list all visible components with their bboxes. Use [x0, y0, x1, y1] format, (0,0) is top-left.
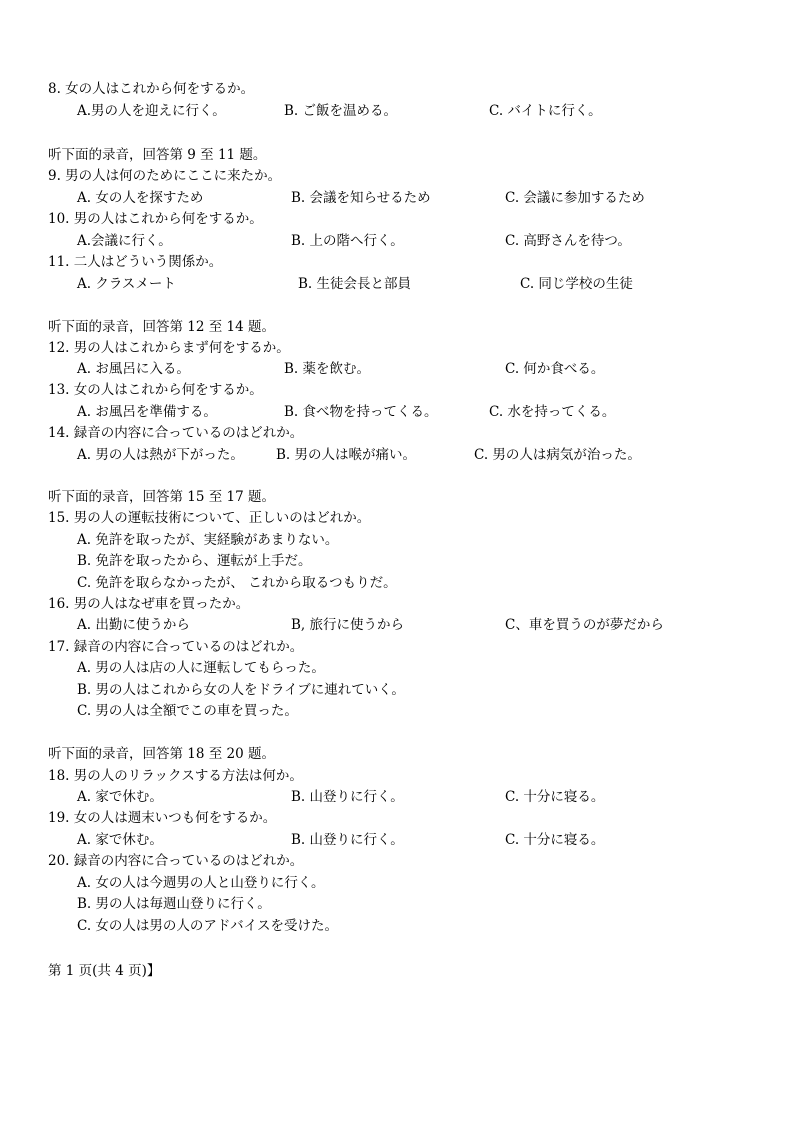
section-header: 听下面的录音，回答第 12 至 14 题。	[48, 319, 276, 335]
option-11a: A. クラスメート	[77, 276, 176, 292]
option-17b: B. 男の人はこれから女の人をドライブに連れていく。	[77, 682, 405, 698]
question-18: 18. 男の人のリラックスする方法は何か。	[48, 768, 303, 784]
question-11: 11. 二人はどういう関係か。	[48, 254, 223, 270]
option-14a: A. 男の人は熱が下がった。	[77, 447, 244, 463]
option-12c: C. 何か食べる。	[505, 361, 605, 377]
option-8c: C. バイトに行く。	[489, 103, 602, 119]
option-13a: A. お風呂を準備する。	[77, 404, 217, 420]
option-9c: C. 会議に参加するため	[505, 190, 645, 206]
option-20b: B. 男の人は毎週山登りに行く。	[77, 896, 271, 912]
option-9a: A. 女の人を探すため	[77, 190, 204, 206]
question-14: 14. 録音の内容に合っているのはどれか。	[48, 425, 304, 441]
question-15: 15. 男の人の運転技術について、正しいのはどれか。	[48, 510, 371, 526]
option-19b: B. 山登りに行く。	[291, 832, 404, 848]
option-15a: A. 免許を取ったが、実経験があまりない。	[77, 532, 339, 548]
option-15c: C. 免許を取らなかったが、 これから取るつもりだ。	[77, 575, 397, 591]
option-9b: B. 会議を知らせるため	[291, 190, 431, 206]
option-18c: C. 十分に寝る。	[505, 789, 605, 805]
option-16c: C、車を買うのが夢だから	[505, 617, 664, 633]
question-17: 17. 録音の内容に合っているのはどれか。	[48, 639, 304, 655]
option-18b: B. 山登りに行く。	[291, 789, 404, 805]
section-header: 听下面的录音，回答第 9 至 11 题。	[48, 147, 267, 163]
option-15b: B. 免許を取ったから、運転が上手だ。	[77, 553, 312, 569]
option-19a: A. 家で休む。	[77, 832, 163, 848]
option-13b: B. 食べ物を持ってくる。	[284, 404, 438, 420]
section-header: 听下面的录音，回答第 15 至 17 题。	[48, 489, 276, 505]
option-13c: C. 水を持ってくる。	[489, 404, 616, 420]
option-16a: A. 出勤に使うから	[77, 617, 190, 633]
option-12a: A. お風呂に入る。	[77, 361, 190, 377]
option-12b: B. 薬を飲む。	[284, 361, 371, 377]
question-20: 20. 録音の内容に合っているのはどれか。	[48, 853, 304, 869]
option-14b: B. 男の人は喉が痛い。	[276, 447, 417, 463]
question-16: 16. 男の人はなぜ車を買ったか。	[48, 596, 250, 612]
question-8: 8. 女の人はこれから何をするか。	[48, 81, 255, 97]
question-19: 19. 女の人は週末いつも何をするか。	[48, 810, 277, 826]
option-10a: A.会議に行く。	[77, 233, 172, 249]
question-12: 12. 男の人はこれからまず何をするか。	[48, 340, 290, 356]
option-17c: C. 男の人は全額でこの車を買った。	[77, 703, 298, 719]
page-footer: 第 1 页(共 4 页)】	[48, 963, 161, 979]
option-18a: A. 家で休む。	[77, 789, 163, 805]
option-16b: B, 旅行に使うから	[291, 617, 405, 633]
question-10: 10. 男の人はこれから何をするか。	[48, 211, 263, 227]
option-11b: B. 生徒会長と部員	[298, 276, 412, 292]
option-20a: A. 女の人は今週男の人と山登りに行く。	[77, 875, 325, 891]
option-11c: C. 同じ学校の生徒	[520, 276, 633, 292]
option-10c: C. 高野さんを待つ。	[505, 233, 631, 249]
section-header: 听下面的录音，回答第 18 至 20 题。	[48, 746, 276, 762]
option-8a: A.男の人を迎えに行く。	[77, 103, 226, 119]
option-19c: C. 十分に寝る。	[505, 832, 605, 848]
option-10b: B. 上の階へ行く。	[291, 233, 404, 249]
option-17a: A. 男の人は店の人に運転してもらった。	[77, 660, 325, 676]
option-20c: C. 女の人は男の人のアドバイスを受けた。	[77, 918, 339, 934]
option-8b: B. ご飯を温める。	[284, 103, 398, 119]
option-14c: C. 男の人は病気が治った。	[474, 447, 641, 463]
question-13: 13. 女の人はこれから何をするか。	[48, 382, 263, 398]
question-9: 9. 男の人は何のためにここに来たか。	[48, 168, 282, 184]
